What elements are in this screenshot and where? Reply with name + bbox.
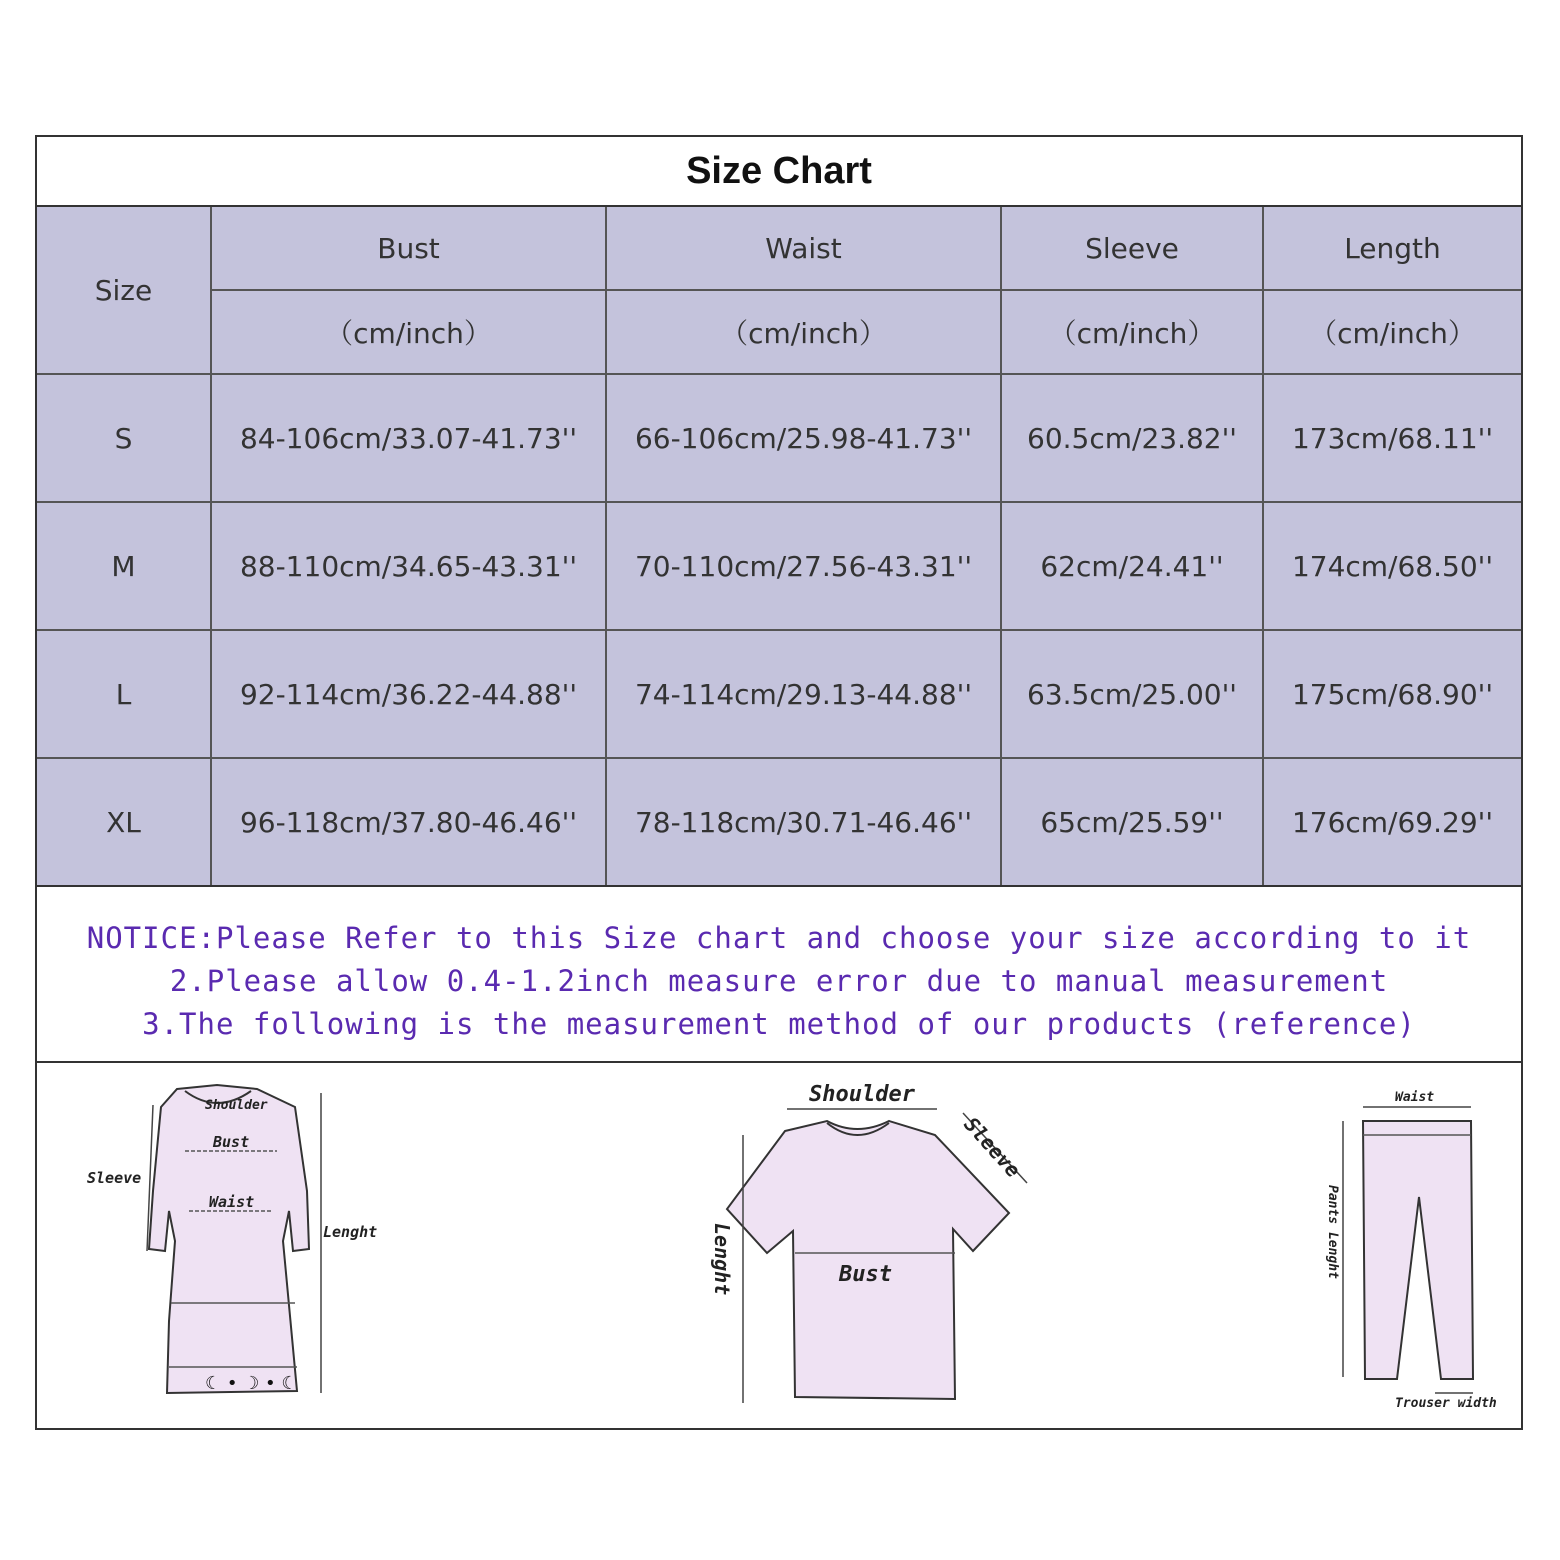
tshirt-diagram [667, 1073, 1047, 1403]
notice-box [37, 885, 1521, 1063]
cell-size: M [37, 502, 211, 630]
size-header: Size [37, 207, 211, 374]
dress-waist-label: Waist [209, 1193, 255, 1211]
dress-diagram [57, 1071, 397, 1401]
cell-waist: 74-114cm/29.13-44.88'' [606, 630, 1001, 758]
tshirt-shape [727, 1121, 1009, 1399]
unit-waist: （cm/inch） [606, 290, 1001, 374]
cell-size: XL [37, 758, 211, 886]
cell-length: 175cm/68.90'' [1263, 630, 1521, 758]
table-row [37, 630, 1521, 758]
cell-size: L [37, 630, 211, 758]
header-sleeve: Sleeve [1001, 207, 1263, 290]
notice-line-3: 3.The following is the measurement method of our products (reference) [142, 1007, 1416, 1041]
chart-title: Size Chart [37, 137, 1521, 207]
cell-length: 173cm/68.11'' [1263, 374, 1521, 502]
dress-length-label: Lenght [323, 1223, 378, 1241]
cell-bust: 92-114cm/36.22-44.88'' [211, 630, 606, 758]
dress-shape [149, 1085, 309, 1393]
tshirt-length-label: Lenght [710, 1223, 734, 1296]
cell-sleeve: 62cm/24.41'' [1001, 502, 1263, 630]
cell-sleeve: 65cm/25.59'' [1001, 758, 1263, 886]
svg-text:☾ • ☽ • ☾: ☾ • ☽ • ☾ [205, 1373, 298, 1394]
measurement-figures [37, 1063, 1521, 1428]
cell-length: 176cm/69.29'' [1263, 758, 1521, 886]
tshirt-sleeve-label: Sleeve [959, 1112, 1026, 1183]
dress-bust-label: Bust [213, 1133, 250, 1151]
notice-line-2: 2.Please allow 0.4-1.2inch measure error due to manual measurement [169, 964, 1389, 998]
table-row [37, 502, 1521, 630]
cell-waist: 66-106cm/25.98-41.73'' [606, 374, 1001, 502]
pants-shape [1363, 1121, 1473, 1379]
cell-sleeve: 60.5cm/23.82'' [1001, 374, 1263, 502]
tshirt-shoulder-label: Shoulder [809, 1082, 915, 1107]
size-table [37, 207, 1521, 887]
unit-length: （cm/inch） [1263, 290, 1521, 374]
size-chart-frame [35, 135, 1523, 1430]
tshirt-bust-label: Bust [839, 1262, 892, 1287]
pants-length-label: Pants Lenght [1325, 1185, 1340, 1279]
cell-bust: 88-110cm/34.65-43.31'' [211, 502, 606, 630]
pants-waist-label: Waist [1395, 1090, 1435, 1105]
cell-bust: 96-118cm/37.80-46.46'' [211, 758, 606, 886]
cell-bust: 84-106cm/33.07-41.73'' [211, 374, 606, 502]
cell-length: 174cm/68.50'' [1263, 502, 1521, 630]
cell-size: S [37, 374, 211, 502]
cell-waist: 70-110cm/27.56-43.31'' [606, 502, 1001, 630]
cell-sleeve: 63.5cm/25.00'' [1001, 630, 1263, 758]
notice-line-1: NOTICE:Please Refer to this Size chart and choose your size according to it [86, 921, 1472, 955]
header-waist: Waist [606, 207, 1001, 290]
pants-trouser-width-label: Trouser width [1395, 1396, 1497, 1411]
pants-diagram [1307, 1067, 1517, 1412]
cell-waist: 78-118cm/30.71-46.46'' [606, 758, 1001, 886]
table-row [37, 758, 1521, 886]
dress-sleeve-label: Sleeve [87, 1169, 142, 1187]
header-length: Length [1263, 207, 1521, 290]
table-row [37, 374, 1521, 502]
dress-shoulder-label: Shoulder [205, 1098, 268, 1113]
unit-sleeve: （cm/inch） [1001, 290, 1263, 374]
unit-bust: （cm/inch） [211, 290, 606, 374]
header-bust: Bust [211, 207, 606, 290]
